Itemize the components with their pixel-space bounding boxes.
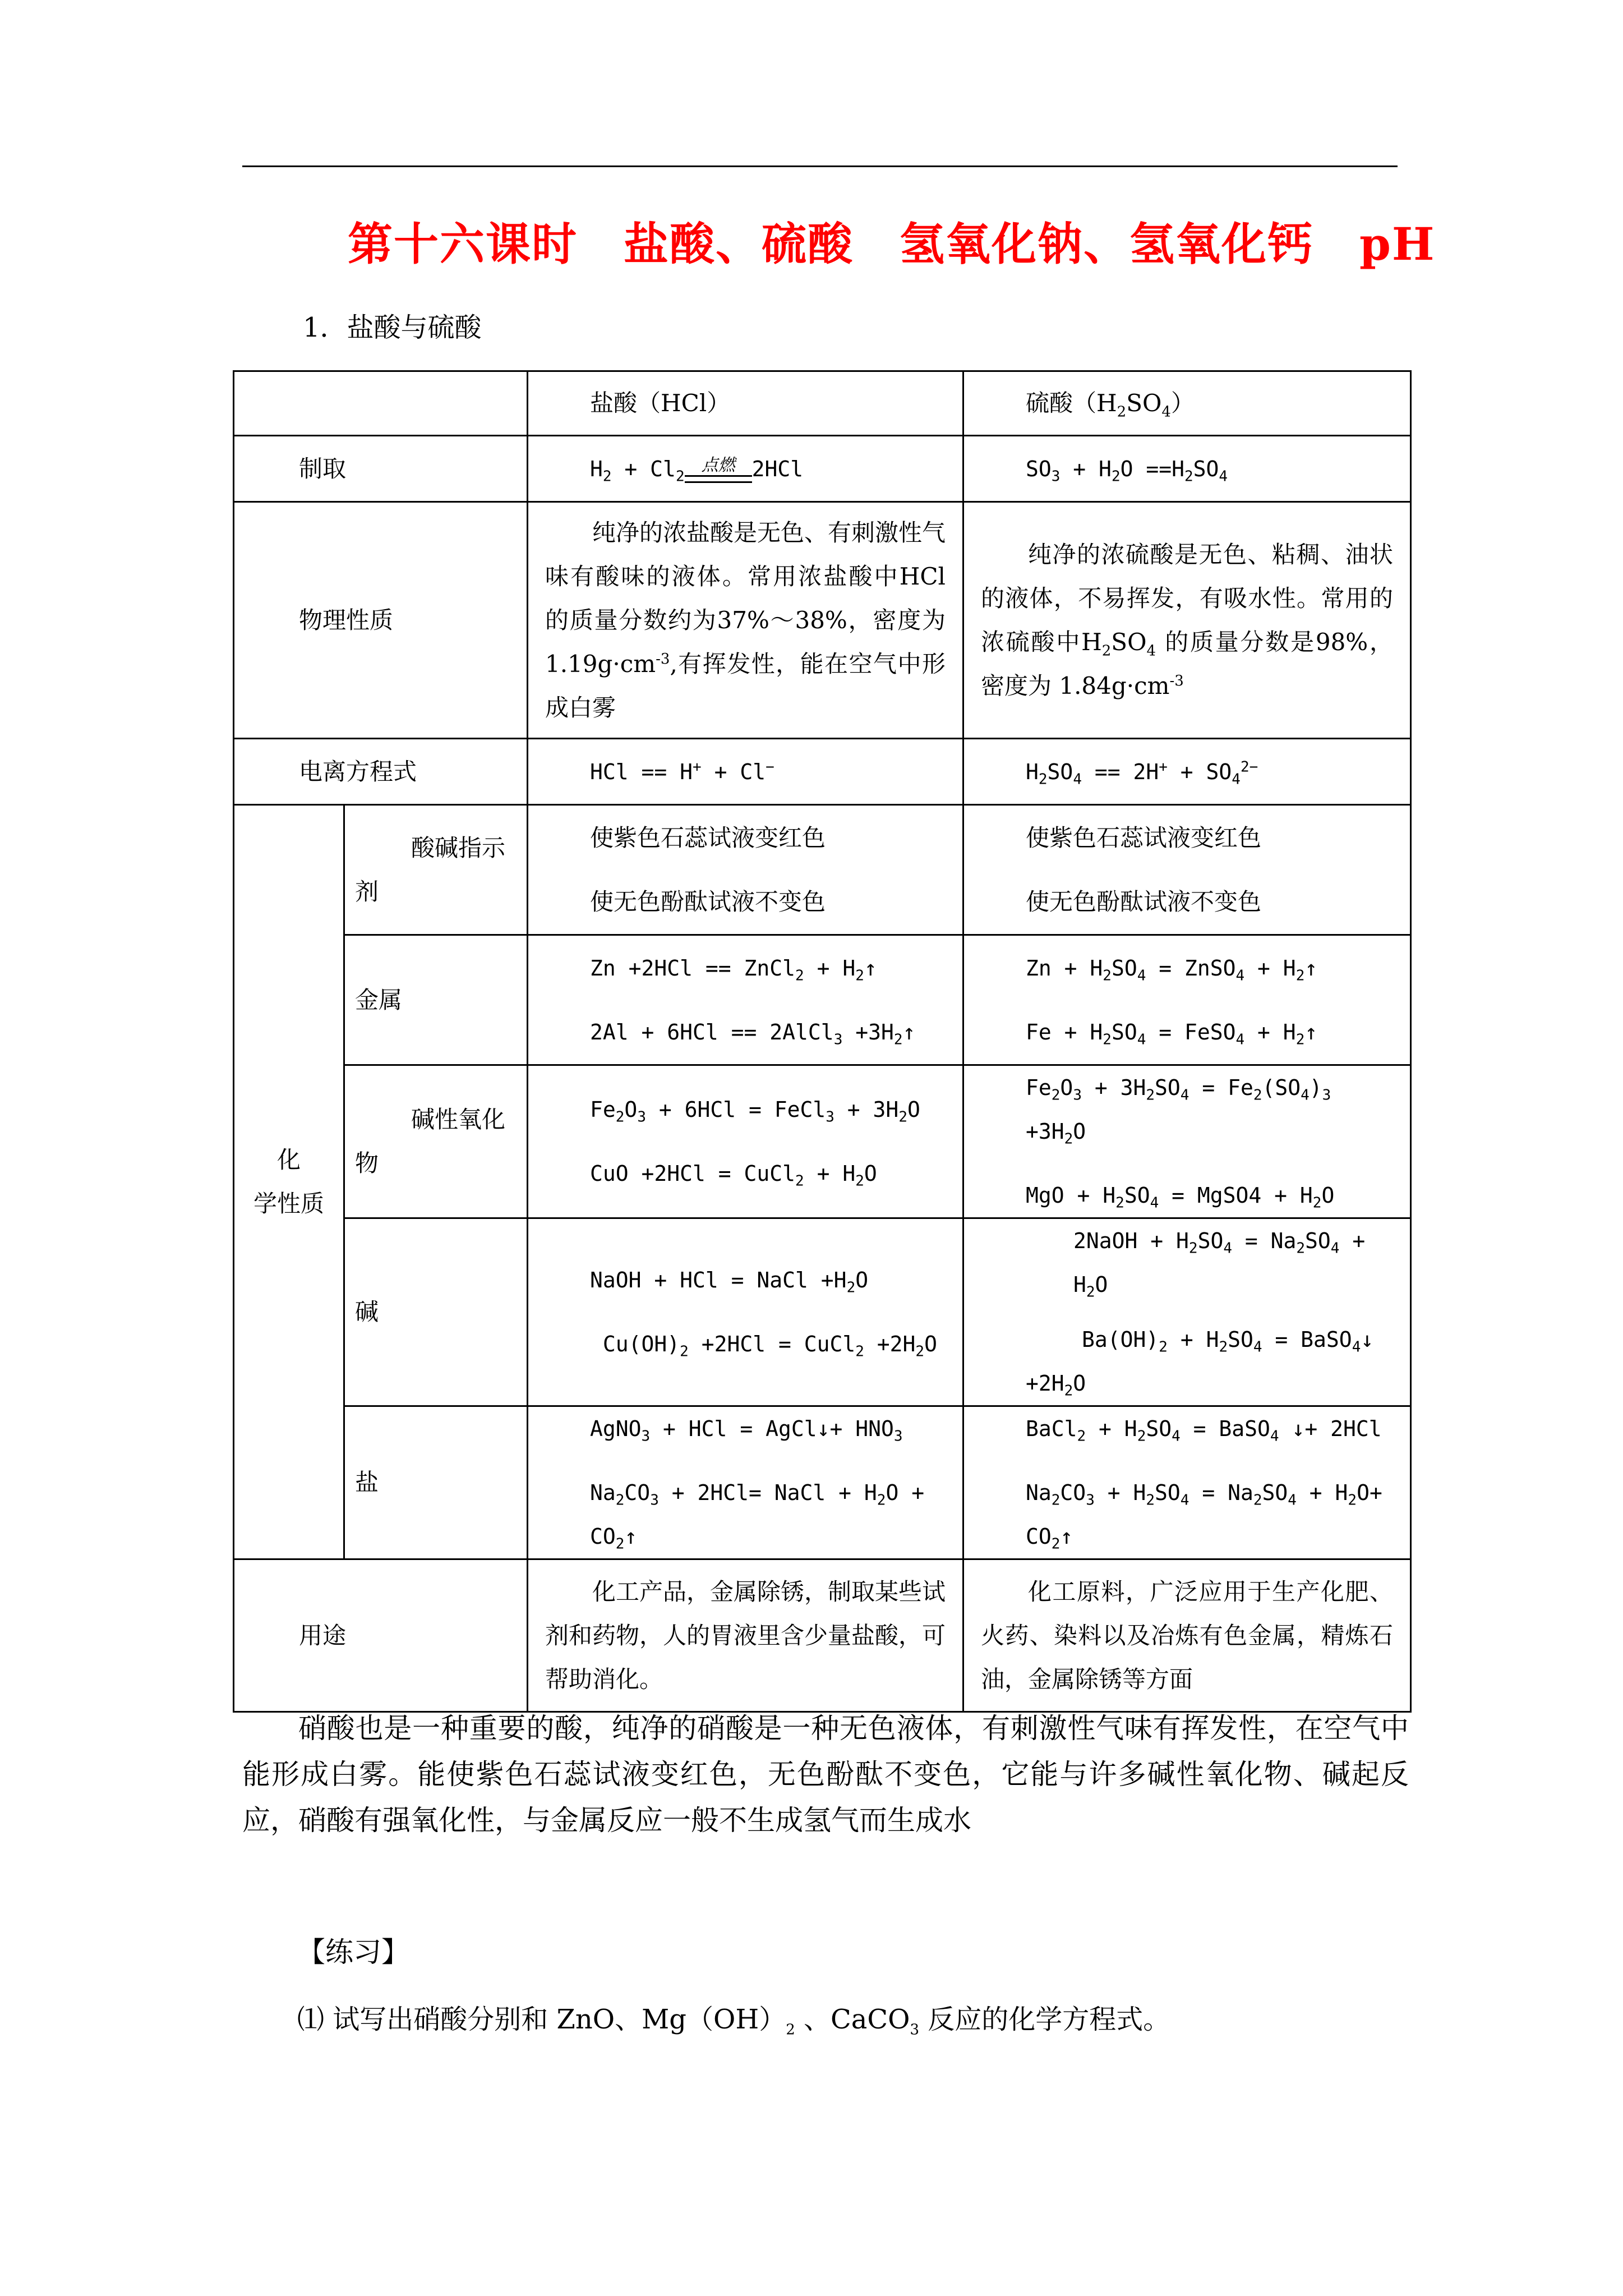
chemical-properties-label: 化 学性质: [234, 805, 344, 1559]
table-row: [234, 502, 1411, 739]
metal-hcl: Zn +2HCl == ZnCl$_2$ + $H_2↑$ 2Al + 6HCl == 2AlCl$_3$ $+3H_2↑$: [528, 935, 963, 1065]
h2so4-header: 硫酸$(H_2SO_4)$: [963, 371, 1411, 436]
base-h2so4: 2NaOH + $H_2SO_4 = Na_2SO_4 + H_2O$ $Ba(OH)_2 + H_2SO_4$ = BaSO$_4$↓ $+2H_2O$: [963, 1218, 1411, 1406]
physical-hcl: 纯净的浓盐酸是无色、有刺激性气味有酸味的液体。常用浓盐酸中HCl 的质量分数约为37%～38%，密度为$1.19g\cdot cm^{-3}$,有挥发性，能在空气中形成白雾: [528, 502, 963, 739]
table-row: [234, 1218, 1411, 1406]
indicator-hcl: 使紫色石蕊试液变红色 使无色酚酞试液不变色: [528, 805, 963, 935]
salt-h2so4: BaCl$_2$ + $H_2SO_4$ = BaSO$_4$ ↓+ 2HCl $Na_2CO_3 + H_2SO_4 = Na_2SO_4 + H_2O+$ $CO_2↑$: [963, 1406, 1411, 1559]
practice-question: ⑴ 试写出硝酸分别和 ZnO、$Mg(OH)_2$ 、CaCO$_3$ 反应的化学方程式。: [297, 2004, 1170, 2039]
header-rule: [242, 165, 1398, 167]
use-hcl: 化工产品，金属除锈，制取某些试剂和药物，人的胃液里含少量盐酸，可帮助消化。: [528, 1559, 963, 1712]
acid-comparison-table: [233, 370, 1412, 1713]
basic-oxide-label: 碱性氧化 物: [344, 1065, 528, 1218]
base-label: 碱: [344, 1218, 528, 1406]
section-heading: 1．盐酸与硫酸: [303, 312, 482, 343]
salt-label: 盐: [344, 1406, 528, 1559]
ionization-label: 电离方程式: [234, 739, 528, 805]
table-row: [234, 805, 1411, 935]
salt-hcl: AgNO$_3$ + HCl = AgCl↓+ $HNO_3$ $Na_2CO_3 + 2HCl=$ NaCl + $H_2O$ + $CO_2↑$: [528, 1406, 963, 1559]
table-row: [234, 371, 1411, 436]
physical-label: 物理性质: [234, 502, 528, 739]
prep-h2so4-equation: $SO_3 + H_2O ==H_2SO_4$: [963, 436, 1411, 502]
basic-oxide-hcl: $Fe_2O_3 + 6HCl$ = FeCl$_3$ + $3H_2O$ CuO +2HCl = CuCl$_2$ + $H_2O$: [528, 1065, 963, 1218]
table-row: [234, 436, 1411, 502]
ionization-hcl: HCl == H+ + Cl−: [528, 739, 963, 805]
indicator-label: 酸碱指示 剂: [344, 805, 528, 935]
practice-heading: 【练习】: [297, 1936, 409, 1968]
use-label: 用途: [234, 1559, 528, 1712]
prep-label: 制取: [234, 436, 528, 502]
indicator-h2so4: 使紫色石蕊试液变红色 使无色酚酞试液不变色: [963, 805, 1411, 935]
metal-label: 金属: [344, 935, 528, 1065]
metal-h2so4: $Zn + H_2SO_4$ = ZnSO$_4$ + $H_2↑$ $Fe + H_2SO_4$ = FeSO$_4$ + $H_2↑$: [963, 935, 1411, 1065]
prep-hcl-equation: $H_2 + Cl_2$ 点燃 2HCl: [528, 436, 963, 502]
page-title: 第十六课时 盐酸、硫酸 氢氧化钠、氢氧化钙 pH: [348, 218, 1436, 270]
table-row: [234, 739, 1411, 805]
ionization-h2so4: $H_2SO_4 == 2H^+ + SO_4^{2-}$: [963, 739, 1411, 805]
table-row: [234, 935, 1411, 1065]
base-hcl: NaOH + HCl = NaCl $+H_2O$ $Cu(OH)_2 +2HCl$ = CuCl$_2$ $+2H_2O$: [528, 1218, 963, 1406]
table-row: [234, 1559, 1411, 1712]
basic-oxide-h2so4: $Fe_2O_3 + 3H_2SO_4 = Fe_2(SO_4)_3 +3H_2O$ MgO + $H_2SO_4$ = MgSO4 + $H_2O$: [963, 1065, 1411, 1218]
table-row: [234, 1065, 1411, 1218]
reaction-condition-arrow: 点燃: [685, 456, 752, 483]
use-h2so4: 化工原料，广泛应用于生产化肥、火药、染料以及冶炼有色金属，精炼石油，金属除锈等方面: [963, 1559, 1411, 1712]
hcl-header: 盐酸（HCl）: [528, 371, 963, 436]
table-row: [234, 1406, 1411, 1559]
table-corner-cell: [234, 371, 528, 436]
physical-h2so4: 纯净的浓硫酸是无色、粘稠、油状的液体，不易挥发，有吸水性。常用的浓硫酸中$H_2SO_4$ 的质量分数是98%，密度为 $1.84g\cdot cm^{-3}$: [963, 502, 1411, 739]
nitric-acid-paragraph: 硝酸也是一种重要的酸，纯净的硝酸是一种无色液体，有刺激性气味有挥发性，在空气中能形成白雾。能使紫色石蕊试液变红色，无色酚酞不变色，它能与许多碱性氧化物、碱起反应，硝酸有强氧化性，与金属反应一般不生成氢气而生成水: [242, 1712, 1409, 1837]
